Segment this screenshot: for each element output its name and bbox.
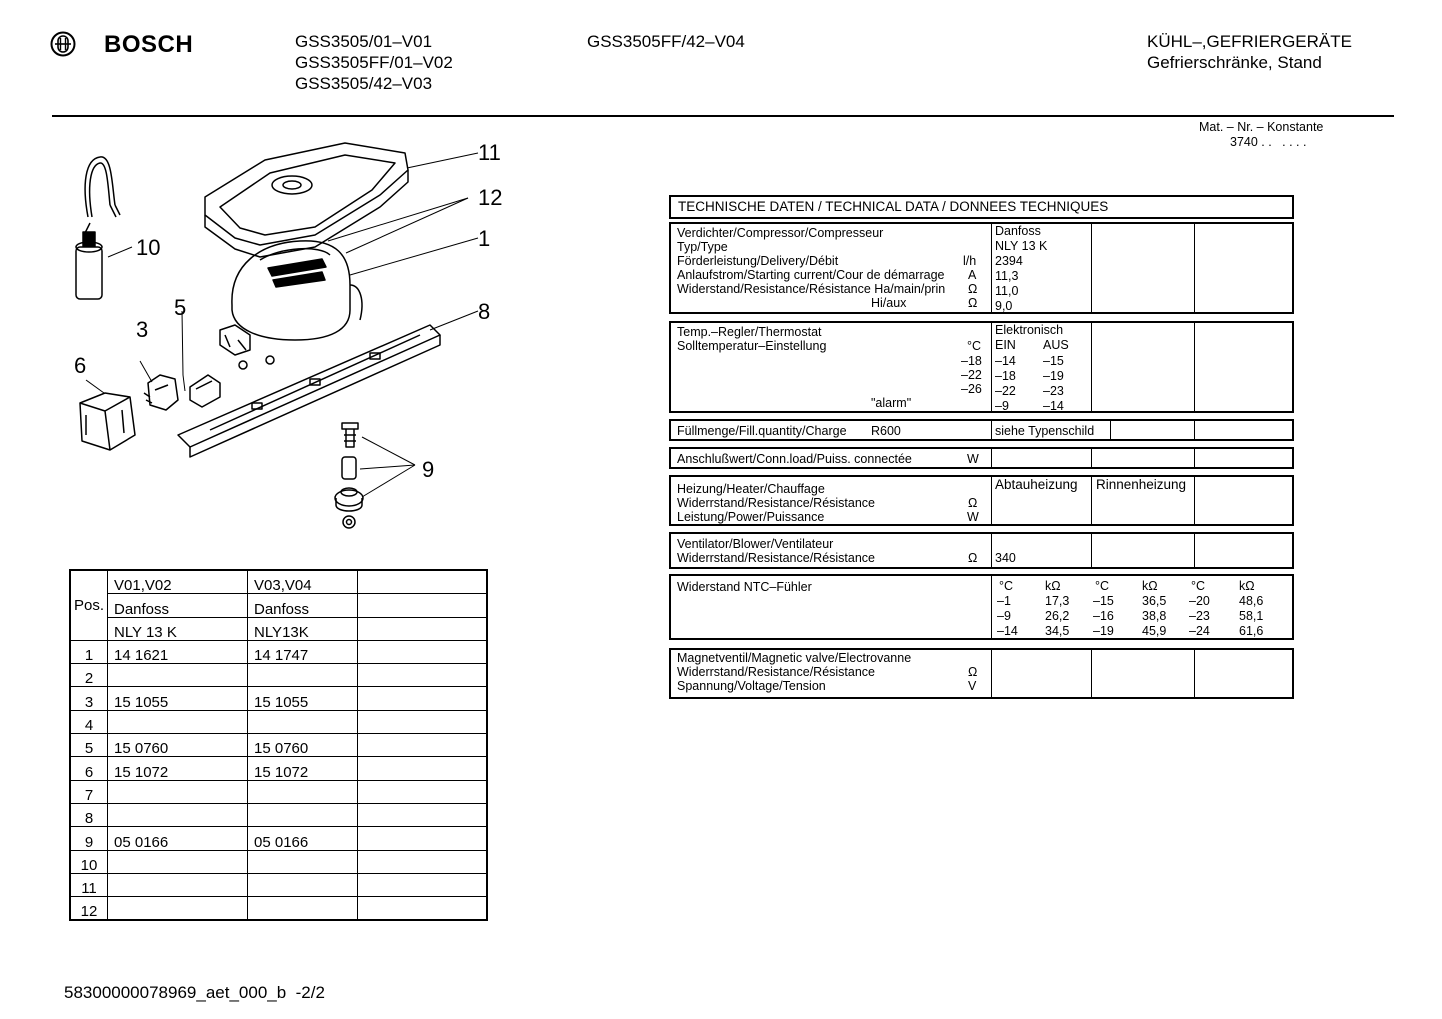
ntc-r0c3: 36,5	[1142, 594, 1167, 608]
callout-12: 12	[478, 185, 503, 210]
col-c-empty	[358, 640, 488, 663]
ntc-r1c3: 38,8	[1142, 609, 1167, 623]
connected-load-block	[669, 447, 1294, 469]
pos-number: 7	[70, 780, 108, 803]
setpoint-unit: °C	[967, 339, 982, 353]
callout-6: 6	[74, 353, 87, 378]
part-number-b	[248, 803, 358, 826]
table-row	[70, 640, 487, 663]
exploded-parts-diagram	[60, 135, 520, 535]
starter-relay-part	[144, 375, 178, 410]
col-c-empty	[358, 780, 488, 803]
thermostat-label: Temp.–Regler/Thermostat	[677, 325, 822, 339]
bosch-logo	[50, 31, 76, 62]
ntc-r1c1: 26,2	[1045, 609, 1070, 623]
gutter-heater: Rinnenheizung	[1096, 477, 1187, 492]
setpoint-row1: –18	[961, 354, 982, 368]
start-capacitor-part	[76, 157, 120, 299]
category-block	[1147, 31, 1352, 73]
col-c-empty	[358, 617, 488, 640]
part-number-b: 15 0760	[248, 734, 358, 757]
part-number-b	[248, 873, 358, 896]
retainer-clip-part	[190, 375, 220, 407]
compressor-type: NLY 13 K	[995, 239, 1048, 253]
tech-title: TECHNISCHE DATEN / TECHNICAL DATA / DONNEES TECHNIQUES	[678, 199, 1109, 214]
col-a-variant: V01,V02	[108, 570, 248, 594]
part-number-a	[108, 873, 248, 896]
model-3: GSS3505/42–V03	[295, 74, 433, 93]
ntc-h4: °C	[1191, 579, 1206, 593]
resistance-main-unit: Ω	[968, 282, 978, 296]
ein-3: –22	[995, 384, 1016, 398]
table-row	[70, 617, 487, 640]
compressor-res-main: 11,0	[995, 284, 1019, 298]
base-plate-part	[178, 325, 440, 457]
callout-8: 8	[478, 299, 491, 324]
col-c-empty	[358, 757, 488, 780]
table-row	[70, 687, 487, 710]
valve-resistance-label: Widerrstand/Resistance/Résistance	[677, 665, 875, 679]
pos-number: 2	[70, 664, 108, 687]
part-number-a	[108, 780, 248, 803]
col-a-make: Danfoss	[108, 594, 248, 617]
table-row	[70, 710, 487, 733]
part-number-a: 14 1621	[108, 640, 248, 663]
compressor-res-aux: 9,0	[995, 299, 1013, 313]
compressor-current: 11,3	[995, 269, 1019, 283]
ein-header: EIN	[995, 338, 1016, 352]
ntc-r1c5: 58,1	[1239, 609, 1264, 623]
part-number-a: 15 1072	[108, 757, 248, 780]
ntc-r1c2: –16	[1093, 609, 1114, 623]
compressor-part	[220, 241, 362, 369]
setpoint-row2: –22	[961, 368, 982, 382]
setpoint-label: Solltemperatur–Einstellung	[677, 339, 827, 353]
pos-header: Pos.	[70, 570, 108, 640]
part-number-a	[108, 803, 248, 826]
refrigerant: R600	[871, 424, 901, 438]
table-row	[70, 664, 487, 687]
ntc-r2c1: 34,5	[1045, 624, 1070, 638]
ntc-h2: °C	[1095, 579, 1110, 593]
model-4: GSS3505FF/42–V04	[587, 32, 745, 51]
ntc-r0c2: –15	[1093, 594, 1114, 608]
table-row	[70, 570, 487, 594]
part-number-a: 15 0760	[108, 734, 248, 757]
ntc-r2c4: –24	[1189, 624, 1210, 638]
ntc-r2c0: –14	[997, 624, 1018, 638]
valve-voltage-unit: V	[968, 679, 977, 693]
ntc-r2c5: 61,6	[1239, 624, 1264, 638]
document-id: 58300000078969_aet_000_b -2/2	[64, 983, 325, 1002]
tech-title-box	[669, 195, 1294, 219]
aus-4: –14	[1043, 399, 1064, 413]
col-b-variant: V03,V04	[248, 570, 358, 594]
aus-1: –15	[1043, 354, 1064, 368]
drip-tray-part	[205, 143, 408, 257]
col-c-empty	[358, 687, 488, 710]
part-number-b: 14 1747	[248, 640, 358, 663]
pos-number: 5	[70, 734, 108, 757]
blower-value: 340	[995, 551, 1016, 565]
ntc-r0c5: 48,6	[1239, 594, 1264, 608]
callout-1: 1	[478, 226, 491, 251]
pos-number: 3	[70, 687, 108, 710]
part-number-b	[248, 897, 358, 921]
ntc-r2c2: –19	[1093, 624, 1114, 638]
resistance-main-label: Widerstand/Resistance/Résistance Ha/main/prin	[677, 282, 946, 296]
col-c-empty	[358, 734, 488, 757]
ein-4: –9	[995, 399, 1009, 413]
ntc-h5: kΩ	[1239, 579, 1255, 593]
table-row	[70, 850, 487, 873]
col-c-empty	[358, 803, 488, 826]
part-number-a	[108, 850, 248, 873]
conn-label: Anschlußwert/Conn.load/Puiss. connectée	[677, 452, 912, 466]
table-row	[70, 827, 487, 850]
starting-current-label: Anlaufstrom/Starting current/Cour de démarrage	[677, 268, 945, 282]
table-row	[70, 780, 487, 803]
fill-quantity-block	[669, 419, 1294, 441]
pos-number: 6	[70, 757, 108, 780]
blower-label: Ventilator/Blower/Ventilateur	[677, 537, 834, 551]
col-b-type: NLY13K	[248, 617, 358, 640]
type-label: Typ/Type	[677, 240, 728, 254]
mat-label: Mat. – Nr. – Konstante	[1199, 120, 1324, 134]
heater-resistance-unit: Ω	[968, 496, 978, 510]
callout-11: 11	[478, 140, 501, 165]
model-1: GSS3505/01–V01	[295, 32, 433, 51]
table-row	[70, 873, 487, 896]
col-c-empty	[358, 570, 488, 594]
callout-3: 3	[136, 317, 149, 342]
relay-cover-part	[80, 393, 135, 450]
pos-number: 4	[70, 710, 108, 733]
thermostat-type: Elektronisch	[995, 323, 1064, 337]
table-row	[70, 594, 487, 617]
part-number-b: 15 1072	[248, 757, 358, 780]
delivery-unit: l/h	[963, 254, 977, 268]
part-number-b	[248, 780, 358, 803]
ntc-r0c1: 17,3	[1045, 594, 1070, 608]
heater-power-label: Leistung/Power/Puissance	[677, 510, 825, 524]
setpoint-row3: –26	[961, 382, 982, 396]
compressor-delivery: 2394	[995, 254, 1023, 268]
pos-number: 8	[70, 803, 108, 826]
part-number-a: 05 0166	[108, 827, 248, 850]
parts-table	[69, 569, 488, 921]
part-number-b	[248, 710, 358, 733]
alarm-label: "alarm"	[871, 396, 912, 410]
brand-name: BOSCH	[104, 31, 194, 58]
ntc-label: Widerstand NTC–Fühler	[677, 580, 812, 594]
current-unit: A	[968, 268, 977, 282]
pos-number: 10	[70, 850, 108, 873]
heater-block	[669, 475, 1294, 526]
part-number-b: 15 1055	[248, 687, 358, 710]
heater-label: Heizung/Heater/Chauffage	[677, 482, 825, 496]
part-number-a	[108, 710, 248, 733]
pos-number: 1	[70, 640, 108, 663]
callout-5: 5	[174, 295, 187, 320]
valve-voltage-label: Spannung/Voltage/Tension	[677, 679, 826, 693]
delivery-label: Förderleistung/Delivery/Débit	[677, 254, 839, 268]
ein-2: –18	[995, 369, 1016, 383]
heater-power-unit: W	[967, 510, 979, 524]
blower-unit: Ω	[968, 551, 978, 565]
table-row	[70, 734, 487, 757]
compressor-label: Verdichter/Compressor/Compresseur	[677, 226, 884, 240]
col-c-empty	[358, 664, 488, 687]
resistance-aux-label: Hi/aux	[871, 296, 907, 310]
part-number-a: 15 1055	[108, 687, 248, 710]
part-number-b: 05 0166	[248, 827, 358, 850]
part-number-a	[108, 897, 248, 921]
bosch-armature-icon	[50, 31, 76, 57]
model-list	[295, 31, 453, 94]
col-c-empty	[358, 850, 488, 873]
header-rule	[52, 115, 1394, 117]
valve-label: Magnetventil/Magnetic valve/Electrovanne	[677, 651, 912, 665]
aus-3: –23	[1043, 384, 1064, 398]
mat-value: 3740 . . . . . .	[1230, 135, 1307, 149]
compressor-block	[669, 222, 1294, 314]
table-row	[70, 803, 487, 826]
blower-resistance-label: Widerrstand/Resistance/Résistance	[677, 551, 875, 565]
col-a-type: NLY 13 K	[108, 617, 248, 640]
table-row	[70, 757, 487, 780]
ein-1: –14	[995, 354, 1016, 368]
compressor-make: Danfoss	[995, 224, 1041, 238]
col-c-empty	[358, 827, 488, 850]
ntc-block	[669, 574, 1294, 640]
ntc-r0c4: –20	[1189, 594, 1210, 608]
pos-number: 12	[70, 897, 108, 921]
ntc-r0c0: –1	[997, 594, 1011, 608]
aus-header: AUS	[1043, 338, 1069, 352]
blower-block	[669, 532, 1294, 569]
valve-resistance-unit: Ω	[968, 665, 978, 679]
table-row	[70, 897, 487, 921]
ntc-r2c3: 45,9	[1142, 624, 1167, 638]
resistance-aux-unit: Ω	[968, 296, 978, 310]
defrost-heater: Abtauheizung	[995, 477, 1078, 492]
callout-10: 10	[136, 235, 161, 260]
callout-9: 9	[422, 457, 435, 482]
thermostat-block	[669, 321, 1294, 413]
col-c-empty	[358, 710, 488, 733]
aus-2: –19	[1043, 369, 1064, 383]
pos-number: 11	[70, 873, 108, 896]
heater-resistance-label: Widerrstand/Resistance/Résistance	[677, 496, 875, 510]
category: KÜHL–,GEFRIERGERÄTE	[1147, 32, 1352, 51]
fill-label: Füllmenge/Fill.quantity/Charge	[677, 424, 847, 438]
mounting-hardware-part	[335, 423, 363, 528]
ntc-h3: kΩ	[1142, 579, 1158, 593]
col-b-make: Danfoss	[248, 594, 358, 617]
ntc-r1c4: –23	[1189, 609, 1210, 623]
pos-number: 9	[70, 827, 108, 850]
ntc-h1: kΩ	[1045, 579, 1061, 593]
part-number-a	[108, 664, 248, 687]
ntc-h0: °C	[999, 579, 1014, 593]
part-number-b	[248, 850, 358, 873]
col-c-empty	[358, 594, 488, 617]
subcategory: Gefrierschränke, Stand	[1147, 53, 1322, 72]
model-2: GSS3505FF/01–V02	[295, 53, 453, 72]
magnetic-valve-block	[669, 648, 1294, 699]
fill-value: siehe Typenschild	[995, 424, 1095, 438]
ntc-r1c0: –9	[997, 609, 1011, 623]
col-c-empty	[358, 873, 488, 896]
conn-unit: W	[967, 452, 979, 466]
col-c-empty	[358, 897, 488, 921]
part-number-b	[248, 664, 358, 687]
